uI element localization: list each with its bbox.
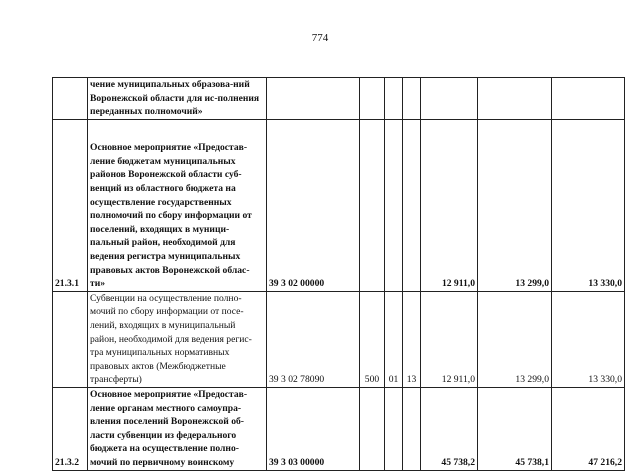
row-pr: 13	[403, 291, 421, 387]
row-year-3: 13 330,0	[552, 291, 625, 387]
row-year-3: 13 330,0	[552, 119, 625, 291]
table-row	[53, 387, 625, 470]
table-row	[53, 291, 625, 387]
row-name: Субвенции на осуществление полно-мочий по сбору информации от посе-лений, входящих в муниципальный район, необходимой для ведения регис-тра муниципальных нормативных правовых актов (Межбюджетные трансферты)	[88, 291, 267, 387]
row-name: чение муниципальных образова-ний Воронежской области для ис-полнения переданных полномочий»	[88, 78, 267, 120]
row-year-1: 45 738,2	[421, 387, 478, 470]
row-pr	[403, 119, 421, 291]
row-rz	[385, 78, 403, 120]
row-pr	[403, 78, 421, 120]
row-year-2: 13 299,0	[478, 291, 552, 387]
row-vr: 500	[360, 291, 385, 387]
page-number: 774	[311, 32, 329, 44]
row-rz: 01	[385, 291, 403, 387]
table-row	[53, 119, 625, 291]
row-year-1: 12 911,0	[421, 119, 478, 291]
row-kbk	[267, 78, 360, 120]
row-kbk: 39 3 03 00000	[267, 387, 360, 470]
row-year-1: 12 911,0	[421, 291, 478, 387]
row-rz	[385, 119, 403, 291]
row-code: 21.3.1	[53, 119, 88, 291]
row-pr	[403, 387, 421, 470]
row-rz	[385, 387, 403, 470]
row-year-2	[478, 78, 552, 120]
row-code	[53, 291, 88, 387]
row-year-2: 13 299,0	[478, 119, 552, 291]
row-vr	[360, 387, 385, 470]
row-code: 21.3.2	[53, 387, 88, 470]
row-kbk: 39 3 02 78090	[267, 291, 360, 387]
row-year-1	[421, 78, 478, 120]
row-name: Основное мероприятие «Предостав-ление бюджетам муниципальных районов Воронежской области суб-венций из областного бюджета на осуществление государственных полномочий по сбору информации от поселений, входящих в муници-пальный район, необходимой для ведения регистра муниципальных правовых актов Воронежской облас-ти»	[88, 119, 267, 291]
row-year-2: 45 738,1	[478, 387, 552, 470]
row-vr	[360, 78, 385, 120]
row-name: Основное мероприятие «Предостав-ление органам местного самоупра-вления поселений Воронежской об-ласти субвенции из федерального бюджета на осуществление полно-мочий по первичному воинскому	[88, 387, 267, 470]
budget-table	[52, 77, 625, 471]
table-row	[53, 78, 625, 120]
row-year-3	[552, 78, 625, 120]
table-body	[53, 78, 625, 471]
row-year-3: 47 216,2	[552, 387, 625, 470]
row-vr	[360, 119, 385, 291]
row-kbk: 39 3 02 00000	[267, 119, 360, 291]
row-code	[53, 78, 88, 120]
